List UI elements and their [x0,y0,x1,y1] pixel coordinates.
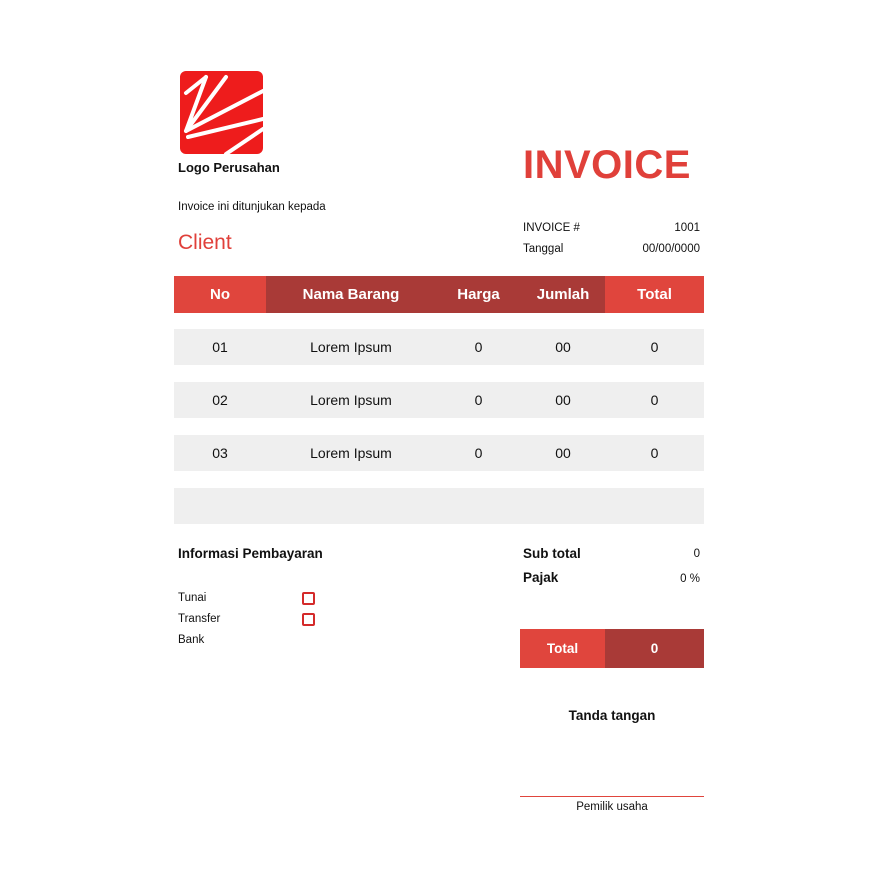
header-no: No [174,276,266,313]
signature-title: Tanda tangan [568,708,656,723]
header-price: Harga [436,276,521,313]
invoice-title: INVOICE [523,143,691,187]
grand-total-label: Total [520,629,605,668]
header-total: Total [605,276,704,313]
signature-owner: Pemilik usaha [576,801,648,813]
cash-checkbox[interactable] [302,592,315,605]
table-row-empty [174,488,704,524]
cell-item-name: Lorem Ipsum [310,339,392,355]
table-row [174,329,704,365]
transfer-checkbox[interactable] [302,613,315,626]
payment-method-bank: Bank [178,634,205,646]
client-name: Client [178,231,232,254]
company-logo [180,71,263,154]
addressed-to-label: Invoice ini ditunjukan kepada [178,201,326,213]
header-item-name: Nama Barang [266,276,436,313]
items-table-header [174,276,704,313]
date-value: 00/00/0000 [642,243,700,255]
cell-total [605,488,704,524]
cell-item-name: Lorem Ipsum [310,445,392,461]
tax-label: Pajak [523,570,559,585]
cell-item-name [266,488,436,524]
subtotal-value: 0 [693,548,700,560]
signature-line [520,796,704,797]
cell-price: 0 [474,392,483,408]
tax-value: 0 % [680,573,700,585]
cell-price: 0 [474,445,483,461]
payment-method-transfer: Transfer [178,613,221,625]
invoice-number-label: INVOICE # [523,222,580,234]
subtotal-label: Sub total [523,546,581,561]
cell-quantity: 00 [555,339,571,355]
cell-total: 0 [650,445,659,461]
date-label: Tanggal [523,243,564,255]
payment-method-cash: Tunai [178,592,207,604]
header-quantity: Jumlah [521,276,605,313]
cell-total: 0 [650,392,659,408]
cell-price: 0 [474,339,483,355]
cell-no: 03 [212,445,228,461]
invoice-number-value: 1001 [674,222,700,234]
logo-lines-icon [180,71,263,154]
cell-no: 01 [212,339,228,355]
grand-total-value: 0 [605,629,704,668]
cell-price [436,488,521,524]
payment-info-title: Informasi Pembayaran [178,546,323,561]
cell-quantity: 00 [555,392,571,408]
cell-quantity: 00 [555,445,571,461]
table-row [174,435,704,471]
cell-item-name: Lorem Ipsum [310,392,392,408]
grand-total-box [520,629,704,668]
logo-label: Logo Perusahan [178,160,280,175]
cell-no [174,488,266,524]
table-row [174,382,704,418]
cell-no: 02 [212,392,228,408]
cell-quantity [521,488,605,524]
cell-total: 0 [650,339,659,355]
